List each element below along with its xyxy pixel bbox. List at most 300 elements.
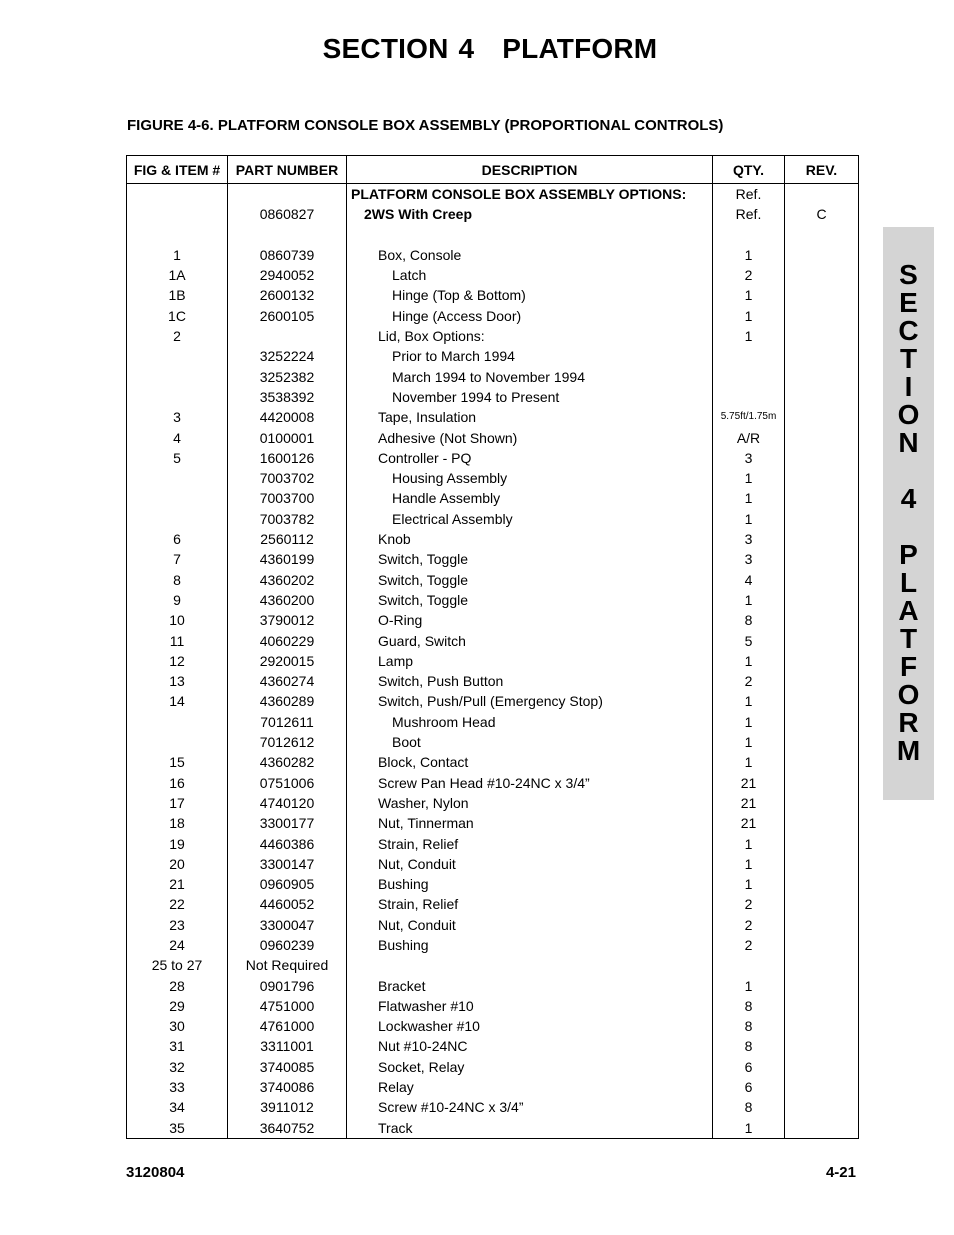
part-number-cell: 7012612 [228,732,347,752]
qty-cell: Ref. [713,204,785,224]
description-text: Prior to March 1994 [392,348,515,365]
description-text: Track [378,1119,413,1136]
rev-cell [785,448,859,468]
rev-cell [785,793,859,813]
description-cell [347,285,713,305]
rev-cell [785,834,859,854]
rev-cell [785,935,859,955]
parts-table [126,155,859,1139]
table-row [127,651,859,671]
fig-item-cell: 20 [127,854,228,874]
description-text: November 1994 to Present [392,388,560,405]
qty-cell: 2 [713,915,785,935]
qty-cell: 1 [713,976,785,996]
part-number-cell: 1600126 [228,448,347,468]
part-number-cell: 4360289 [228,691,347,711]
description-text: Nut, Tinnerman [378,815,474,832]
description-text: Adhesive (Not Shown) [378,429,518,446]
rev-cell [785,265,859,285]
table-row [127,367,859,387]
description-cell [347,509,713,529]
fig-item-cell: 1 [127,245,228,265]
fig-item-cell [127,225,228,245]
column-header-rev: REV. [785,156,859,184]
description-text: Switch, Toggle [378,591,469,608]
table-row [127,285,859,305]
fig-item-cell: 10 [127,610,228,630]
column-header-fig: FIG & ITEM # [127,156,228,184]
part-number-cell: 4360202 [228,570,347,590]
description-text: Nut, Conduit [378,855,456,872]
qty-cell [713,387,785,407]
qty-cell: 1 [713,732,785,752]
description-text: Hinge (Top & Bottom) [392,287,526,304]
qty-cell: 1 [713,468,785,488]
part-number-cell: 2920015 [228,651,347,671]
fig-item-cell [127,712,228,732]
rev-cell [785,773,859,793]
fig-item-cell: 1A [127,265,228,285]
rev-cell [785,1118,859,1139]
description-text: Bushing [378,876,429,893]
table-row [127,1097,859,1117]
part-number-cell: 0751006 [228,773,347,793]
fig-item-cell: 24 [127,935,228,955]
part-number-cell: 0860739 [228,245,347,265]
qty-cell: 1 [713,691,785,711]
table-row [127,793,859,813]
qty-cell [713,346,785,366]
rev-cell [785,285,859,305]
description-text: Switch, Push/Pull (Emergency Stop) [378,693,603,710]
section-side-tab[interactable] [883,227,934,800]
qty-cell: 2 [713,894,785,914]
fig-item-cell [127,732,228,752]
part-number-cell: 2560112 [228,529,347,549]
description-text: Knob [378,531,411,548]
rev-cell [785,894,859,914]
rev-cell: C [785,204,859,224]
part-number-cell: 3311001 [228,1036,347,1056]
description-cell [347,1118,713,1139]
description-text: Switch, Toggle [378,551,469,568]
table-row [127,225,859,245]
part-number-cell: 7003700 [228,488,347,508]
rev-cell [785,407,859,427]
doc-number: 3120804 [126,1164,185,1181]
fig-item-cell: 25 to 27 [127,955,228,975]
table-row [127,326,859,346]
description-text: 2WS With Creep [364,206,472,223]
description-cell [347,245,713,265]
fig-item-cell: 15 [127,752,228,772]
fig-item-cell: 16 [127,773,228,793]
description-text: Electrical Assembly [392,510,513,527]
qty-cell [713,225,785,245]
fig-item-cell: 8 [127,570,228,590]
part-number-cell: 7003702 [228,468,347,488]
table-row [127,428,859,448]
qty-cell: 1 [713,326,785,346]
description-cell [347,793,713,813]
section-number: SECTION 4 [322,33,475,64]
table-row [127,752,859,772]
rev-cell [785,509,859,529]
description-cell [347,1057,713,1077]
column-header-part-number: PART NUMBER [228,156,347,184]
rev-cell [785,346,859,366]
qty-cell: 1 [713,1118,785,1139]
qty-cell: Ref. [713,184,785,205]
part-number-cell: 3300177 [228,813,347,833]
part-number-cell: 2940052 [228,265,347,285]
qty-cell [713,367,785,387]
description-cell [347,955,713,975]
fig-item-cell: 33 [127,1077,228,1097]
fig-item-cell: 30 [127,1016,228,1036]
qty-cell: 1 [713,306,785,326]
table-row [127,996,859,1016]
description-cell [347,367,713,387]
rev-cell [785,631,859,651]
table-row [127,834,859,854]
table-row [127,976,859,996]
description-text: Mushroom Head [392,713,496,730]
rev-cell [785,813,859,833]
description-cell [347,590,713,610]
qty-cell: 8 [713,996,785,1016]
fig-item-cell: 13 [127,671,228,691]
rev-cell [785,854,859,874]
table-row [127,346,859,366]
table-row [127,732,859,752]
table-row [127,610,859,630]
qty-cell: 1 [713,854,785,874]
rev-cell [785,306,859,326]
description-cell [347,894,713,914]
description-text: Washer, Nylon [378,794,469,811]
rev-cell [785,976,859,996]
description-cell [347,306,713,326]
fig-item-cell: 23 [127,915,228,935]
part-number-cell: 4360282 [228,752,347,772]
qty-cell: 8 [713,1036,785,1056]
rev-cell [785,732,859,752]
qty-cell: 1 [713,245,785,265]
fig-item-cell: 1C [127,306,228,326]
qty-cell: 1 [713,834,785,854]
description-text: Bracket [378,977,426,994]
qty-cell: 6 [713,1057,785,1077]
part-number-cell [228,225,347,245]
description-text: Controller - PQ [378,449,472,466]
rev-cell [785,184,859,205]
description-cell [347,915,713,935]
fig-item-cell: 22 [127,894,228,914]
fig-item-cell: 35 [127,1118,228,1139]
qty-cell: A/R [713,428,785,448]
part-number-cell: 3300047 [228,915,347,935]
table-row [127,245,859,265]
table-row [127,773,859,793]
qty-cell: 1 [713,488,785,508]
fig-item-cell [127,346,228,366]
qty-cell: 1 [713,874,785,894]
qty-cell: 5 [713,631,785,651]
rev-cell [785,651,859,671]
rev-cell [785,691,859,711]
description-cell [347,935,713,955]
fig-item-cell [127,468,228,488]
fig-item-cell: 29 [127,996,228,1016]
description-text: Switch, Toggle [378,571,469,588]
fig-item-cell [127,204,228,224]
fig-item-cell: 18 [127,813,228,833]
rev-cell [785,549,859,569]
qty-cell: 3 [713,529,785,549]
qty-cell: 21 [713,793,785,813]
section-name: PLATFORM [502,33,658,64]
part-number-cell: 3252382 [228,367,347,387]
table-row [127,488,859,508]
fig-item-cell: 9 [127,590,228,610]
rev-cell [785,1036,859,1056]
fig-item-cell: 34 [127,1097,228,1117]
table-row [127,407,859,427]
description-cell [347,428,713,448]
part-number-cell: 3300147 [228,854,347,874]
description-text: Lamp [378,652,414,669]
qty-cell: 4 [713,570,785,590]
rev-cell [785,610,859,630]
description-cell [347,346,713,366]
part-number-cell: 7012611 [228,712,347,732]
description-text: Relay [378,1079,414,1096]
table-row [127,854,859,874]
description-cell [347,1077,713,1097]
part-number-cell: 4460386 [228,834,347,854]
qty-cell: 1 [713,285,785,305]
description-text: Handle Assembly [392,490,501,507]
fig-item-cell: 17 [127,793,228,813]
part-number-cell: 3538392 [228,387,347,407]
part-number-cell: 4360200 [228,590,347,610]
column-header-description: DESCRIPTION [347,156,713,184]
table-row [127,1016,859,1036]
rev-cell [785,529,859,549]
qty-cell: 21 [713,813,785,833]
part-number-cell: 4360274 [228,671,347,691]
qty-cell: 21 [713,773,785,793]
table-row [127,448,859,468]
fig-item-cell: 7 [127,549,228,569]
part-number-cell: 4360199 [228,549,347,569]
fig-item-cell: 21 [127,874,228,894]
rev-cell [785,955,859,975]
description-text: O-Ring [378,612,423,629]
description-text: PLATFORM CONSOLE BOX ASSEMBLY OPTIONS: [351,186,687,202]
rev-cell [785,1057,859,1077]
fig-item-cell [127,184,228,205]
qty-cell: 2 [713,935,785,955]
description-cell [347,1016,713,1036]
table-row [127,691,859,711]
rev-cell [785,1077,859,1097]
rev-cell [785,671,859,691]
description-cell [347,448,713,468]
table-row [127,894,859,914]
part-number-cell: 3252224 [228,346,347,366]
column-header-qty: QTY. [713,156,785,184]
table-row [127,915,859,935]
description-cell [347,204,713,224]
description-cell [347,1036,713,1056]
description-text: Boot [392,734,421,751]
parts-table-body [127,184,859,1139]
qty-cell: 1 [713,651,785,671]
figure-title: FIGURE 4-6. PLATFORM CONSOLE BOX ASSEMBLY (PROPORTIONAL CONTROLS) [127,117,724,134]
fig-item-cell: 14 [127,691,228,711]
table-row [127,529,859,549]
description-text: Socket, Relay [378,1058,465,1075]
table-row [127,549,859,569]
fig-item-cell: 19 [127,834,228,854]
rev-cell [785,225,859,245]
description-cell [347,488,713,508]
table-row [127,712,859,732]
description-text: Strain, Relief [378,835,459,852]
part-number-cell: 4460052 [228,894,347,914]
qty-cell: 3 [713,549,785,569]
part-number-cell: 0960905 [228,874,347,894]
fig-item-cell [127,387,228,407]
description-text: Lid, Box Options: [378,328,485,345]
qty-cell: 1 [713,712,785,732]
table-row [127,387,859,407]
description-cell [347,570,713,590]
rev-cell [785,915,859,935]
fig-item-cell: 28 [127,976,228,996]
description-text: Nut #10-24NC [378,1038,468,1055]
part-number-cell: 3911012 [228,1097,347,1117]
fig-item-cell: 4 [127,428,228,448]
description-text: Strain, Relief [378,896,459,913]
rev-cell [785,570,859,590]
rev-cell [785,387,859,407]
description-cell [347,326,713,346]
part-number-cell [228,184,347,205]
qty-cell: 1 [713,509,785,529]
rev-cell [785,1097,859,1117]
description-cell [347,976,713,996]
part-number-cell: 0901796 [228,976,347,996]
fig-item-cell [127,509,228,529]
qty-cell: 1 [713,590,785,610]
part-number-cell: 2600105 [228,306,347,326]
description-cell [347,834,713,854]
part-number-cell: 4060229 [228,631,347,651]
side-tab-text: S E C T I O N 4 P L A T F O R M [896,259,921,766]
description-text: Latch [392,267,427,284]
description-text: Lockwasher #10 [378,1018,480,1035]
fig-item-cell: 11 [127,631,228,651]
description-text: Nut, Conduit [378,916,456,933]
part-number-cell: 0100001 [228,428,347,448]
part-number-cell: 3740085 [228,1057,347,1077]
description-cell [347,813,713,833]
table-row [127,1077,859,1097]
part-number-cell: 4761000 [228,1016,347,1036]
description-cell [347,854,713,874]
table-row [127,874,859,894]
rev-cell [785,712,859,732]
part-number-cell: 4740120 [228,793,347,813]
description-text: Box, Console [378,246,462,263]
description-cell [347,732,713,752]
fig-item-cell: 5 [127,448,228,468]
table-row [127,1036,859,1056]
rev-cell [785,1016,859,1036]
description-cell [347,1097,713,1117]
description-cell [347,610,713,630]
table-row [127,631,859,651]
table-row [127,1118,859,1139]
fig-item-cell [127,488,228,508]
qty-cell [713,955,785,975]
description-cell [347,773,713,793]
description-text: Screw #10-24NC x 3/4” [378,1099,524,1116]
qty-cell: 5.75ft/1.75m [713,407,785,427]
rev-cell [785,488,859,508]
rev-cell [785,874,859,894]
description-cell [347,407,713,427]
description-cell [347,225,713,245]
fig-item-cell: 3 [127,407,228,427]
rev-cell [785,428,859,448]
description-cell [347,468,713,488]
description-text: Block, Contact [378,754,469,771]
table-row [127,265,859,285]
part-number-cell: 4420008 [228,407,347,427]
table-header-row [127,156,859,184]
qty-cell: 3 [713,448,785,468]
rev-cell [785,590,859,610]
rev-cell [785,367,859,387]
description-text: Hinge (Access Door) [392,307,522,324]
description-text: Flatwasher #10 [378,997,474,1014]
part-number-cell: 3640752 [228,1118,347,1139]
section-title [0,33,954,65]
table-row [127,590,859,610]
description-cell [347,387,713,407]
table-row [127,813,859,833]
description-text: Switch, Push Button [378,673,504,690]
fig-item-cell: 6 [127,529,228,549]
part-number-cell: 3740086 [228,1077,347,1097]
description-cell [347,529,713,549]
part-number-cell: 0860827 [228,204,347,224]
qty-cell: 1 [713,752,785,772]
qty-cell: 2 [713,265,785,285]
qty-cell: 2 [713,671,785,691]
description-cell [347,996,713,1016]
fig-item-cell: 12 [127,651,228,671]
description-cell [347,671,713,691]
table-row [127,935,859,955]
qty-cell: 8 [713,1097,785,1117]
table-row [127,468,859,488]
part-number-cell: 3790012 [228,610,347,630]
